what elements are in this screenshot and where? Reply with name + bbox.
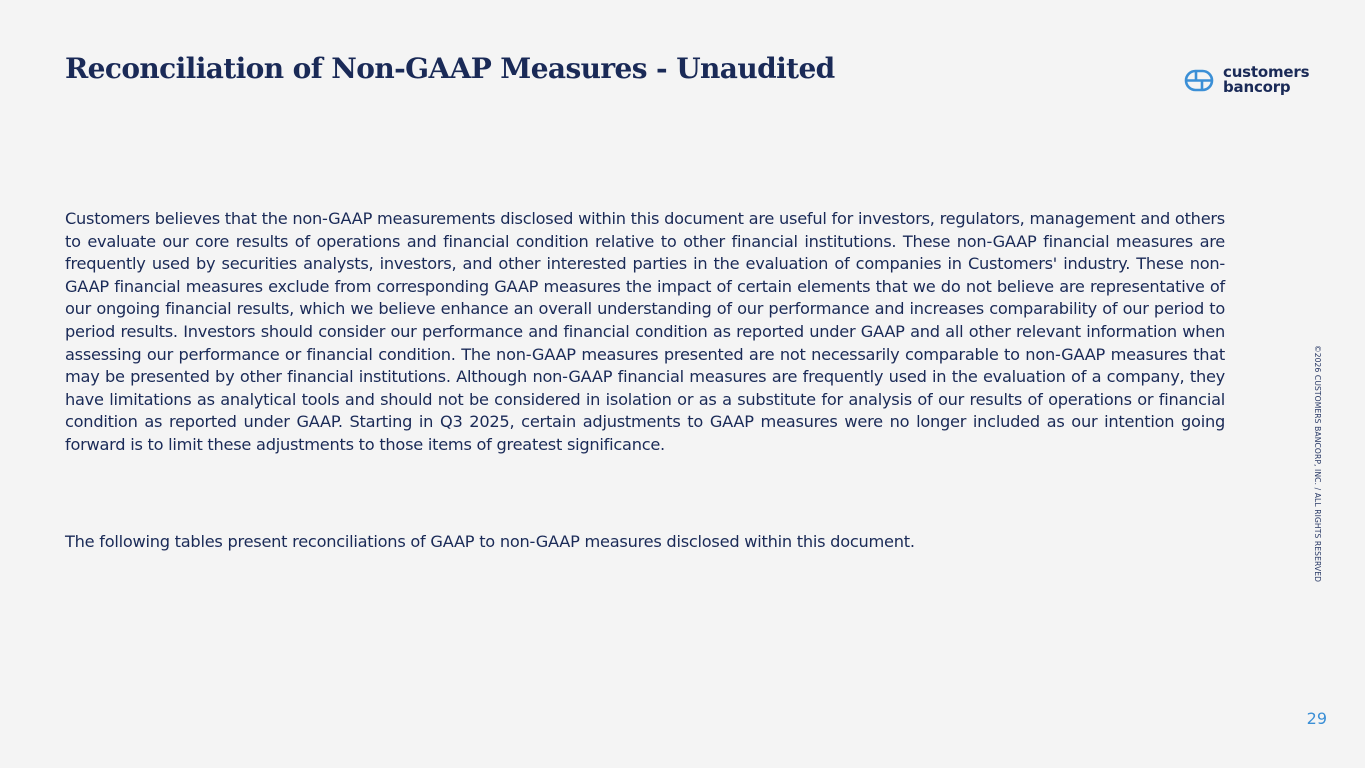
disclosure-paragraph: Customers believes that the non-GAAP measurements disclosed within this document are useful for investors, regulators, management and others to evaluate our core results of operations and financial condition relative to other financial institutions. These non-GAAP financial measures are frequently used by securities analysts, investors, and other interested parties in the evaluation of companies in Customers' industry. These non-GAAP financial measures exclude from corresponding GAAP measures the impact of certain elements that we do not believe are representative of our ongoing financial results, which we believe enhance an overall understanding of our performance and increases comparability of our period to period results. Investors should consider our performance and financial condition as reported under GAAP and all other relevant information when assessing our performance or financial condition. The non-GAAP measures presented are not necessarily comparable to non-GAAP measures that may be presented by other financial institutions. Although non-GAAP financial measures are frequently used in the evaluation of a company, they have limitations as analytical tools and should not be considered in isolation or as a substitute for analysis of our results of operations or financial condition as reported under GAAP. Starting in Q3 2025, certain adjustments to GAAP measures were no longer included as our intention going forward is to limit these adjustments to those items of greatest significance. xyxy=(65,209,1225,454)
slide-title: Reconciliation of Non-GAAP Measures - Unaudited xyxy=(65,52,835,85)
logo-wordmark xyxy=(1223,65,1309,95)
copyright-notice: ©2026 CUSTOMERS BANCORP, INC. / ALL RIGHTS RESERVED xyxy=(1313,345,1322,583)
tables-intro-paragraph: The following tables present reconciliations of GAAP to non-GAAP measures disclosed within this document. xyxy=(65,532,915,551)
company-logo xyxy=(1184,62,1319,98)
logo-line-1: customers xyxy=(1223,63,1310,81)
customers-bancorp-logo-icon xyxy=(1184,65,1214,95)
logo-line-2: bancorp xyxy=(1223,78,1291,96)
page-number: 29 xyxy=(1306,709,1327,728)
